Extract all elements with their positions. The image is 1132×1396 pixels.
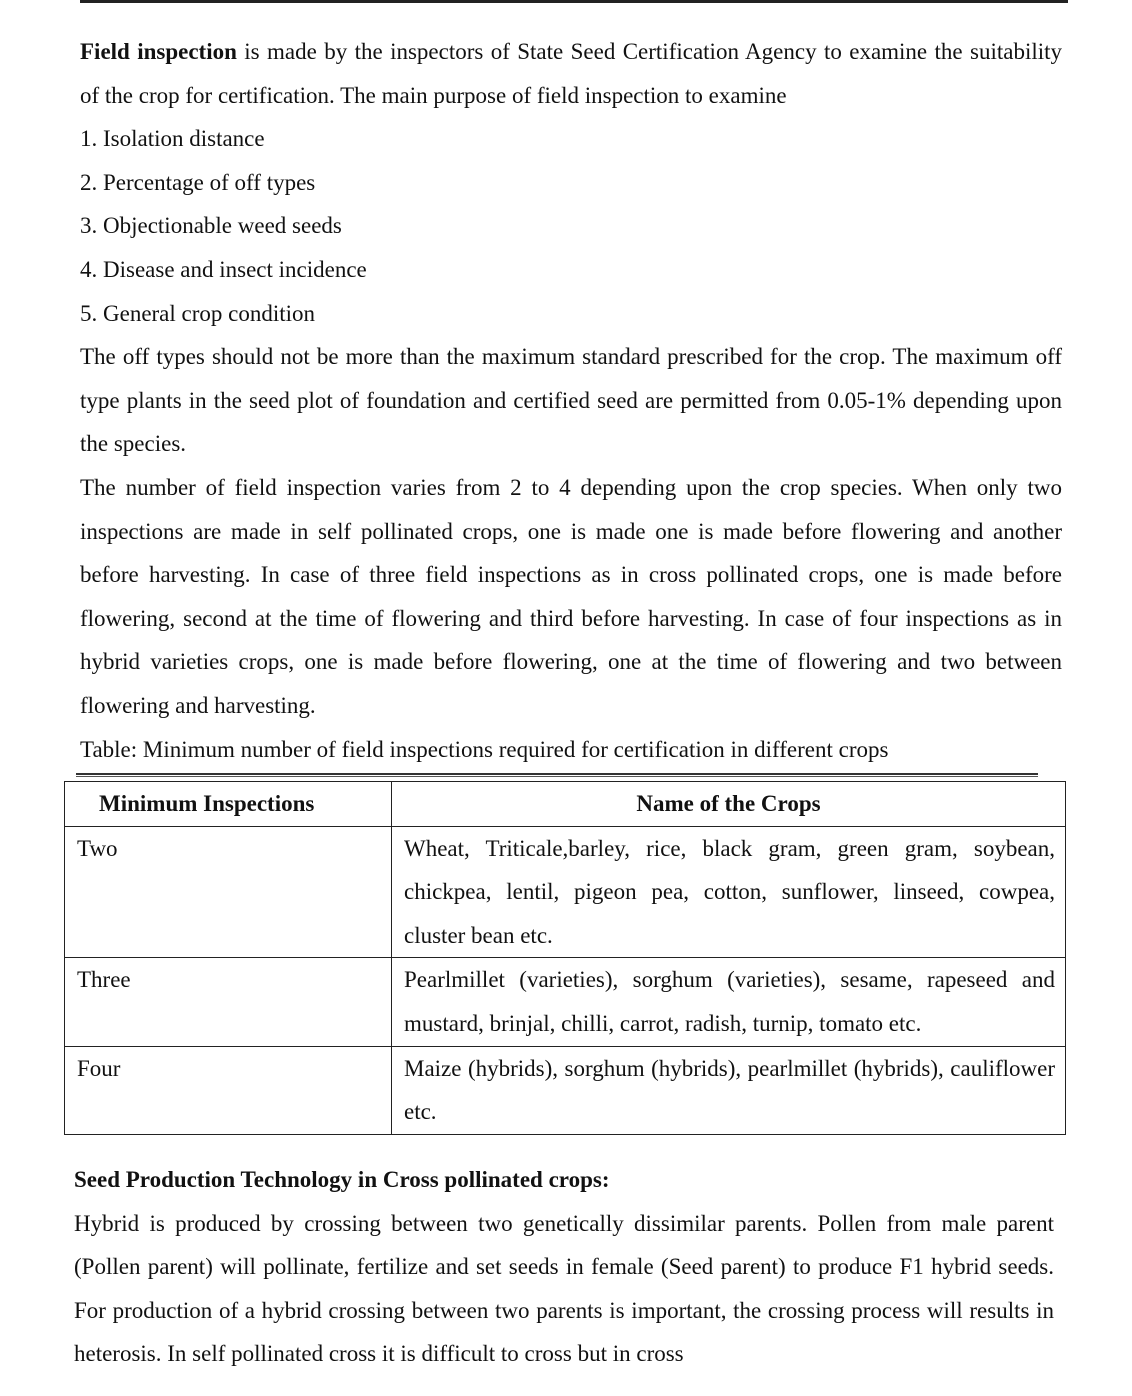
table-header-row	[65, 782, 1066, 827]
list-item: 5. General crop condition	[80, 300, 316, 326]
crop-list-cell: Wheat, Triticale,barley, rice, black gram, green gram, soybean, chickpea, lentil, pigeon pea, cotton, sunflower, linseed, cowpea, cluster bean etc.	[392, 826, 1066, 958]
header-crop-names: Name of the Crops	[392, 782, 1066, 827]
intro-paragraph	[80, 30, 1062, 117]
table-row	[65, 958, 1066, 1046]
document-body	[80, 30, 1062, 771]
list-item: 3. Objectionable weed seeds	[80, 213, 342, 239]
top-rule	[80, 0, 1068, 3]
crop-list-cell: Maize (hybrids), sorghum (hybrids), pearlmillet (hybrids), cauliflower etc.	[392, 1046, 1066, 1134]
table-caption: Table: Minimum number of field inspections required for certification in different crops	[80, 736, 889, 762]
inspection-count-cell: Two	[65, 826, 392, 958]
inspection-count-cell: Three	[65, 958, 392, 1046]
inspections-table	[64, 781, 1066, 1135]
table-row	[65, 1046, 1066, 1134]
inspection-count-cell: Four	[65, 1046, 392, 1134]
crop-list-cell: Pearlmillet (varieties), sorghum (varieties), sesame, rapeseed and mustard, brinjal, chilli, carrot, radish, turnip, tomato etc.	[392, 958, 1066, 1046]
intro-text: is made by the inspectors of State Seed Certification Agency to examine the suitability of the crop for certification. The main purpose of field inspection to examine	[80, 39, 1063, 108]
section-heading: Seed Production Technology in Cross pollinated crops:	[74, 1167, 610, 1192]
off-types-paragraph: The off types should not be more than the maximum standard prescribed for the crop. The maximum off type plants in the seed plot of foundation and certified seed are permitted from 0.05-1% depending upon the species.	[80, 344, 1062, 457]
hybrid-paragraph: Hybrid is produced by crossing between two genetically dissimilar parents. Pollen from male parent (Pollen parent) will pollinate, fertilize and set seeds in female (Seed parent) to produce F1 hybrid seeds. For production of a hybrid crossing between two parents is important, the crossing process will results in heterosis. In self pollinated cross it is difficult to cross but in cross	[74, 1210, 1054, 1367]
intro-lead-term: Field inspection	[80, 39, 237, 64]
list-item: 2. Percentage of off types	[80, 169, 316, 195]
table-row	[65, 826, 1066, 958]
list-item: 4. Disease and insect incidence	[80, 256, 367, 282]
purpose-list	[80, 117, 1062, 335]
inspections-paragraph: The number of field inspection varies from 2 to 4 depending upon the crop species. When only two inspections are made in self pollinated crops, one is made one is made before flowering and another before harvesting. In case of three field inspections as in cross pollinated crops, one is made before flowering, second at the time of flowering and third before harvesting. In case of four inspections as in hybrid varieties crops, one is made before flowering, one at the time of flowering and two between flowering and harvesting.	[80, 474, 1062, 718]
table-top-rule	[76, 773, 1038, 777]
cross-pollinated-section	[74, 1158, 1054, 1376]
inspections-table-wrapper	[64, 773, 1066, 1135]
header-minimum-inspections: Minimum Inspections	[65, 782, 392, 827]
list-item: 1. Isolation distance	[80, 126, 265, 152]
